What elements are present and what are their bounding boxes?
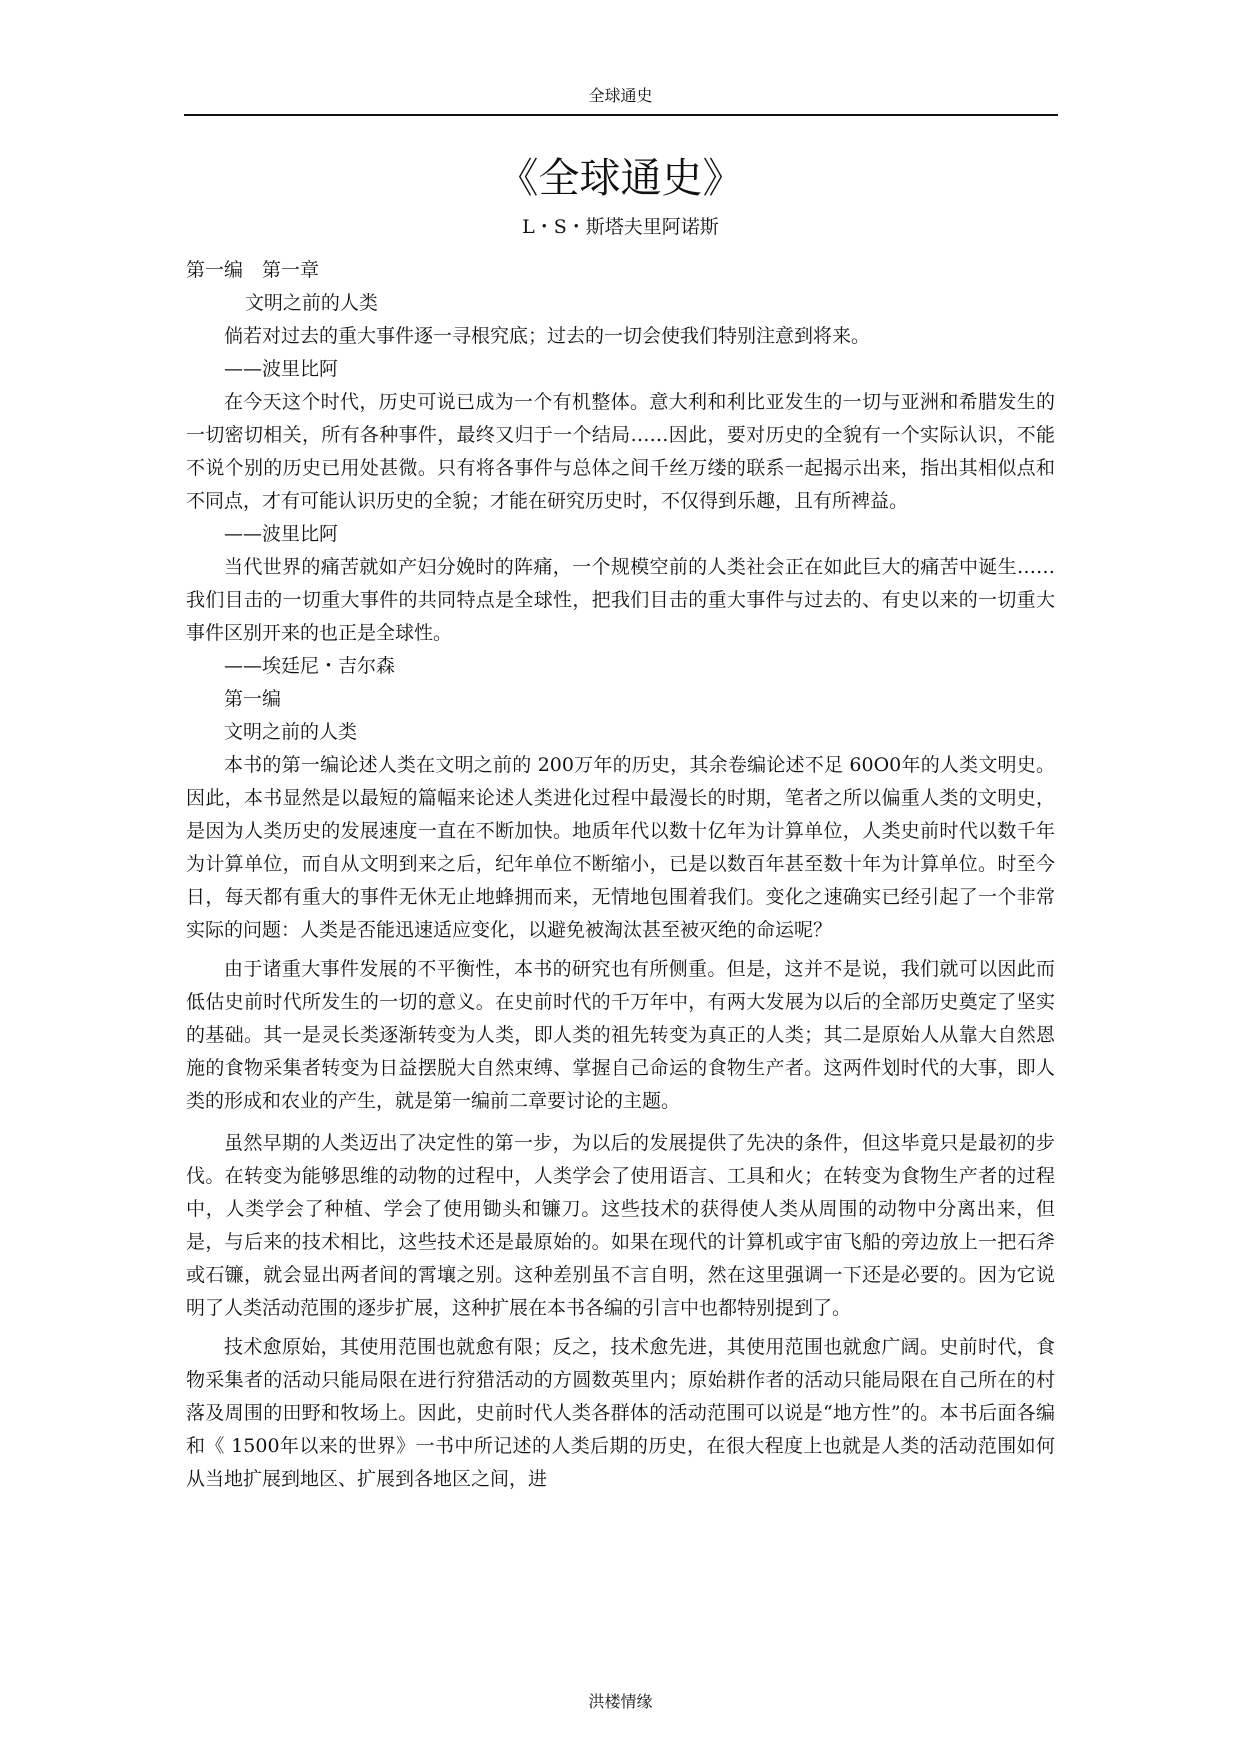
running-footer: 洪楼情缘 <box>588 1692 653 1711</box>
epigraph-quote: 倘若对过去的重大事件逐一寻根究底；过去的一切会使我们特别注意到将来。 <box>224 325 871 347</box>
header-rule <box>184 114 1058 116</box>
chapter-heading: 第一编 第一章 <box>186 259 320 281</box>
body-paragraph: 由于诸重大事件发展的不平衡性，本书的研究也有所侧重。但是，这并不是说，我们就可以因此而低估史前时代所发生的一切的意义。在史前时代的千万年中，有两大发展为以后的全部历史奠定了坚实的基础。其一是灵长类逐渐转变为人类，即人类的祖先转变为真正的人类；其二是原始人从靠大自然恩施的食物采集者转变为日益摆脱大自然束缚、掌握自己命运的食物生产者。这两件划时代的大事，即人类的形成和农业的产生，就是第一编前二章要讨论的主题。 <box>186 958 1055 1112</box>
author-line: L・S・斯塔夫里阿诺斯 <box>522 216 719 238</box>
epigraph-quote: 当代世界的痛苦就如产妇分娩时的阵痛，一个规模空前的人类社会正在如此巨大的痛苦中诞生……我们目击的一切重大事件的共同特点是全球性，把我们目击的重大事件与过去的、有史以来的一切重大事件区别开来的也正是全球性。 <box>186 556 1055 644</box>
epigraph-attribution: ——波里比阿 <box>224 358 339 380</box>
epigraph-quote: 在今天这个时代，历史可说已成为一个有机整体。意大利和利比亚发生的一切与亚洲和希腊发生的一切密切相关，所有各种事件，最终又归于一个结局……因此，要对历史的全貌有一个实际认识，不能不说个别的历史已用处甚微。只有将各事件与总体之间千丝万缕的联系一起揭示出来，指出其相似点和不同点，才有可能认识历史的全貌；才能在研究历史时，不仅得到乐趣，且有所裨益。 <box>186 391 1055 512</box>
part-heading: 第一编 <box>224 688 282 710</box>
body-paragraph: 技术愈原始，其使用范围也就愈有限；反之，技术愈先进，其使用范围也就愈广阔。史前时代，食物采集者的活动只能局限在进行狩猎活动的方圆数英里内；原始耕作者的活动只能局限在自己所在的村落及周围的田野和牧场上。因此，史前时代人类各群体的活动范围可以说是“地方性”的。本书后面各编和《 1500年以来的世界》一书中所记述的人类后期的历史，在很大程度上也就是人类的活动范围如何从当地扩展到地区、扩展到各地区之间，进 <box>186 1336 1055 1490</box>
epigraph-attribution: ——埃廷尼・吉尔森 <box>224 655 396 677</box>
running-header: 全球通史 <box>588 86 653 105</box>
part-subtitle: 文明之前的人类 <box>224 721 358 743</box>
epigraph-attribution: ——波里比阿 <box>224 523 339 545</box>
body-paragraph: 虽然早期的人类迈出了决定性的第一步，为以后的发展提供了先决的条件，但这毕竟只是最初的步伐。在转变为能够思维的动物的过程中，人类学会了使用语言、工具和火；在转变为食物生产者的过程中，人类学会了种植、学会了使用锄头和镰刀。这些技术的获得使人类从周围的动物中分离出来，但是，与后来的技术相比，这些技术还是最原始的。如果在现代的计算机或宇宙飞船的旁边放上一把石斧或石镰，就会显出两者间的霄壤之别。这种差别虽不言自明，然在这里强调一下还是必要的。因为它说明了人类活动范围的逐步扩展，这种扩展在本书各编的引言中也都特别提到了。 <box>186 1132 1055 1319</box>
document-title: 《全球通史》 <box>497 154 744 202</box>
body-paragraph: 本书的第一编论述人类在文明之前的 200万年的历史，其余卷编论述不足 60O0年的人类文明史。因此，本书显然是以最短的篇幅来论述人类进化过程中最漫长的时期，笔者之所以偏重人类的文明史，是因为人类历史的发展速度一直在不断加快。地质年代以数十亿年为计算单位，人类史前时代以数千年为计算单位，而自从文明到来之后，纪年单位不断缩小，已是以数百年甚至数十年为计算单位。时至今日，每天都有重大的事件无休无止地蜂拥而来，无情地包围着我们。变化之速确实已经引起了一个非常实际的问题：人类是否能迅速适应变化，以避免被淘汰甚至被灭绝的命运呢？ <box>186 754 1055 941</box>
chapter-title: 文明之前的人类 <box>244 292 378 314</box>
page-body <box>186 150 1055 1496</box>
